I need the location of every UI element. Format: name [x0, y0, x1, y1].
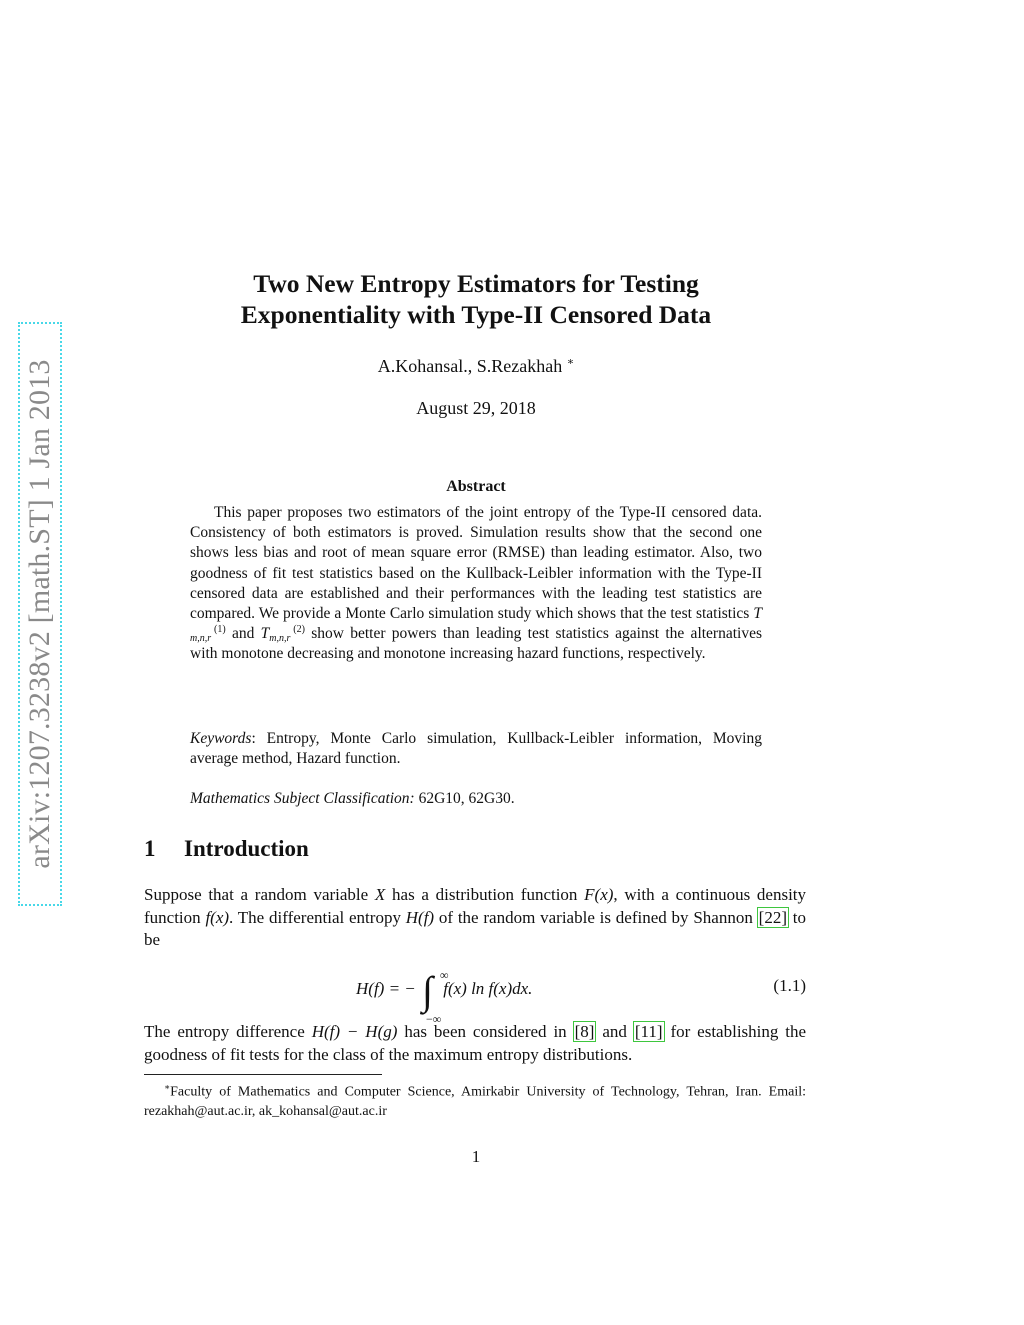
- p1-entropy: H(f): [405, 907, 435, 927]
- keywords-block: [190, 729, 762, 769]
- p2-text-2: has been considered in: [404, 1022, 567, 1041]
- citation-link-8[interactable]: [8]: [574, 1022, 595, 1041]
- abstract-text-b: show better powers than leading test statistics against the alternatives with monotone decreasing and monotone increasing hazard functions, respectively.: [190, 625, 762, 663]
- footnote-mark: ∗: [164, 1082, 171, 1092]
- stat-t1-sup: (1): [214, 624, 226, 636]
- keywords-text: : Entropy, Monte Carlo simulation, Kullback-Leibler information, Moving average method, Hazard function.: [190, 730, 762, 768]
- equation-lhs: H(f) = −: [356, 979, 416, 998]
- p1-text-2: has a distribution function: [392, 885, 578, 904]
- integral-lower-limit: −∞: [426, 1012, 442, 1026]
- citation-link-22[interactable]: [22]: [758, 907, 787, 927]
- intro-paragraph-1: [144, 884, 806, 952]
- p1-var-x: X: [374, 885, 386, 904]
- abstract-and: and: [231, 625, 255, 643]
- p1-text-4: . The differential entropy: [229, 907, 401, 927]
- p1-text-5: of the random variable is defined by Shannon: [438, 907, 753, 927]
- equation-1-1: [144, 960, 806, 1026]
- p1-cdf: F(x): [584, 885, 614, 904]
- footnote: [144, 1078, 806, 1121]
- abstract-text-a: This paper proposes two estimators of the joint entropy of the Type-II censored data. Consistency of both estimators is proved. Simulation results show that the second one shows less bias and root of mean square error (RMSE) than leading estimator. Also, two goodness of fit test statistics based on the Kullback-Leibler information with the Type-II censored data are established and their performances with the leading test statistics are compared. We provide a Monte Carlo simulation study which shows that the test statistics: [190, 504, 762, 623]
- equation-number: (1.1): [773, 976, 806, 995]
- intro-paragraph-2: [144, 1021, 806, 1066]
- msc-block: [190, 790, 762, 808]
- p1-text-1: Suppose that a random variable: [144, 885, 369, 904]
- stat-t1-indices: [190, 625, 226, 643]
- p1-text-3: , with a continuous density function: [144, 885, 807, 927]
- arxiv-identifier-text: arXiv:1207.3238v2 [math.ST] 1 Jan 2013: [23, 359, 56, 869]
- footnote-text: Faculty of Mathematics and Computer Science, Amirkabir University of Technology, Tehran, Iran. Email: rezakhah@aut.ac.ir, ak_kohansal@aut.ac.ir: [144, 1084, 806, 1119]
- p2-entropy-difference: H(f) − H(g): [311, 1022, 398, 1041]
- authors-text: A.Kohansal., S.Rezakhah: [377, 356, 563, 376]
- equation-rhs: f(x) ln f(x)dx.: [443, 979, 533, 998]
- author-list: [180, 355, 772, 377]
- abstract-heading: Abstract: [446, 478, 506, 495]
- equation-body: [356, 968, 533, 1026]
- keywords-label: Keywords: [190, 730, 252, 747]
- stat-t1-symbol: T: [753, 605, 762, 623]
- title-line-2: Exponentiality with Type-II Censored Data: [240, 300, 712, 329]
- integral-sign: ∫ ∞ −∞: [422, 976, 433, 1006]
- integral-upper-limit: ∞: [440, 968, 449, 982]
- author-footnote-mark[interactable]: ∗: [566, 356, 575, 368]
- stat-t2-indices: [269, 625, 305, 643]
- stat-t1-sub: m,n,r: [190, 633, 212, 645]
- p1-pdf: f(x): [205, 907, 230, 927]
- abstract-body: [190, 503, 762, 665]
- stat-t2-symbol: T: [260, 625, 270, 643]
- stat-t2-sup: (2): [293, 624, 305, 636]
- section-title: Introduction: [184, 836, 309, 861]
- page-number: 1: [471, 1147, 481, 1166]
- paper-date: August 29, 2018: [416, 398, 536, 418]
- p2-text-1: The entropy difference: [144, 1022, 305, 1041]
- paper-title: [180, 268, 772, 330]
- title-line-1: Two New Entropy Estimators for Testing: [253, 269, 699, 298]
- p2-text-3: and: [602, 1022, 627, 1041]
- msc-label: Mathematics Subject Classification:: [190, 790, 415, 807]
- section-heading: [144, 836, 309, 862]
- arxiv-identifier-stamp[interactable]: [18, 322, 62, 906]
- p1-text-6: to be: [144, 907, 807, 949]
- footnote-rule: [144, 1074, 382, 1075]
- citation-link-11[interactable]: [11]: [634, 1022, 663, 1041]
- section-number: 1: [144, 836, 156, 861]
- p2-text-4: for establishing the goodness of fit tests for the class of the maximum entropy distributions.: [144, 1022, 807, 1064]
- msc-text: 62G10, 62G30.: [418, 790, 515, 807]
- stat-t2-sub: m,n,r: [269, 633, 291, 645]
